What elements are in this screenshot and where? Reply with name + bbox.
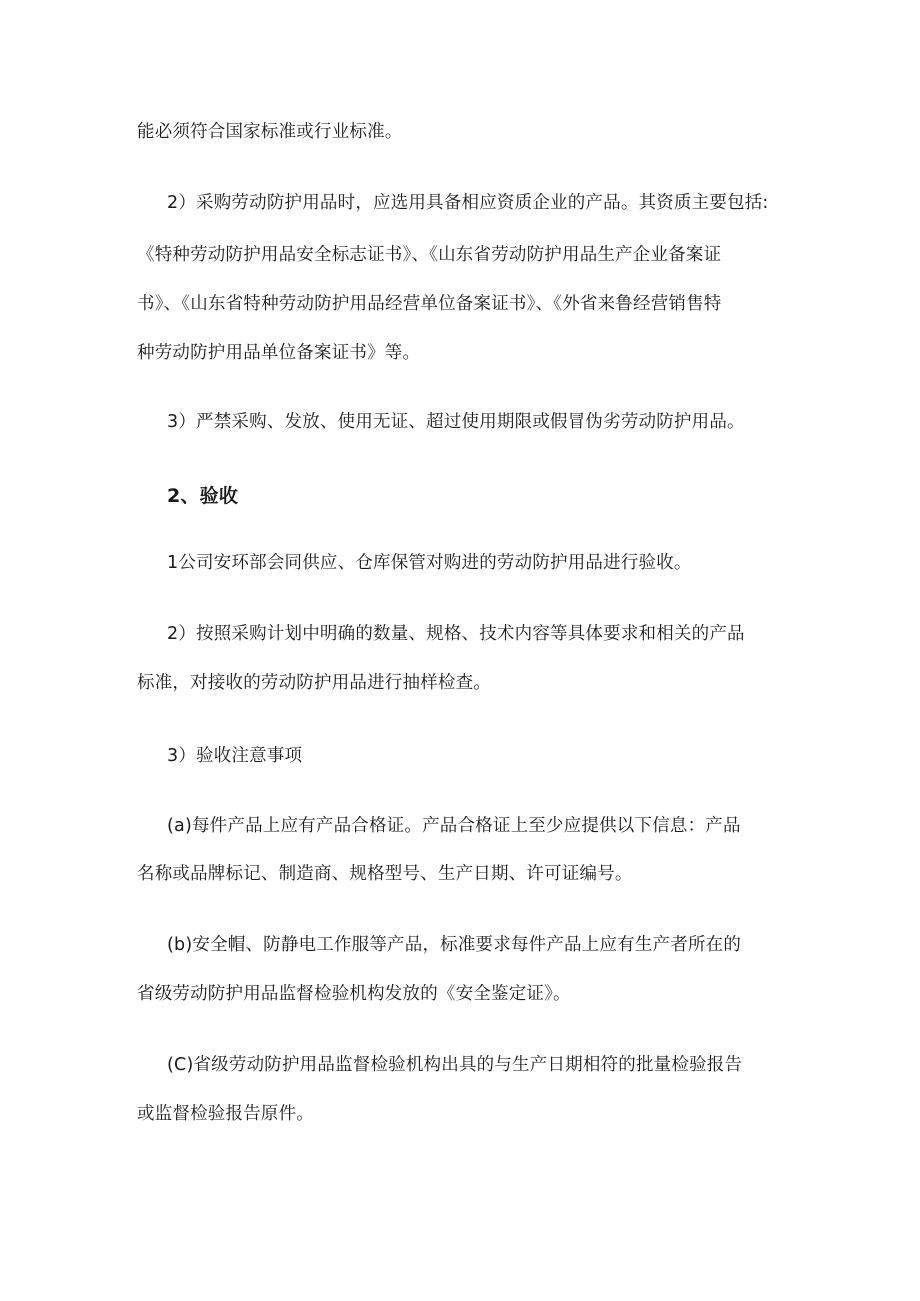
paragraph-line: 2）按照采购计划中明确的数量、规格、技术内容等具体要求和相关的产品	[167, 624, 745, 644]
paragraph-line: 能必须符合国家标准或行业标准。	[137, 122, 403, 142]
paragraph-line: 3）严禁采购、发放、使用无证、超过使用期限或假冒伪劣劳动防护用品。	[167, 412, 745, 432]
paragraph-line: 或监督检验报告原件。	[137, 1104, 314, 1124]
paragraph-line: 1公司安环部会同供应、仓库保管对购进的劳动防护用品进行验收。	[167, 553, 692, 573]
paragraph-line: (a)每件产品上应有产品合格证。产品合格证上至少应提供以下信息：产品	[167, 816, 741, 836]
section-heading: 2、验收	[167, 485, 239, 507]
paragraph-line: 2）采购劳动防护用品时，应选用具备相应资质企业的产品。其资质主要包括:	[167, 193, 769, 213]
paragraph-line: (b)安全帽、防静电工作服等产品，标准要求每件产品上应有生产者所在的	[167, 935, 742, 955]
paragraph-line: 名称或品牌标记、制造商、规格型号、生产日期、许可证编号。	[137, 864, 633, 884]
paragraph-line: 种劳动防护用品单位备案证书》等。	[137, 343, 421, 363]
paragraph-line: 3）验收注意事项	[167, 746, 303, 766]
paragraph-line: 标准，对接收的劳动防护用品进行抽样检查。	[137, 673, 491, 693]
paragraph-line: (C)省级劳动防护用品监督检验机构出具的与生产日期相符的批量检验报告	[167, 1055, 743, 1075]
paragraph-line: 《特种劳动防护用品安全标志证书》、《山东省劳动防护用品生产企业备案证	[137, 245, 722, 265]
paragraph-line: 书》、《山东省特种劳动防护用品经营单位备案证书》、《外省来鲁经营销售特	[137, 294, 722, 314]
paragraph-line: 省级劳动防护用品监督检验机构发放的《安全鉴定证》。	[137, 984, 571, 1004]
